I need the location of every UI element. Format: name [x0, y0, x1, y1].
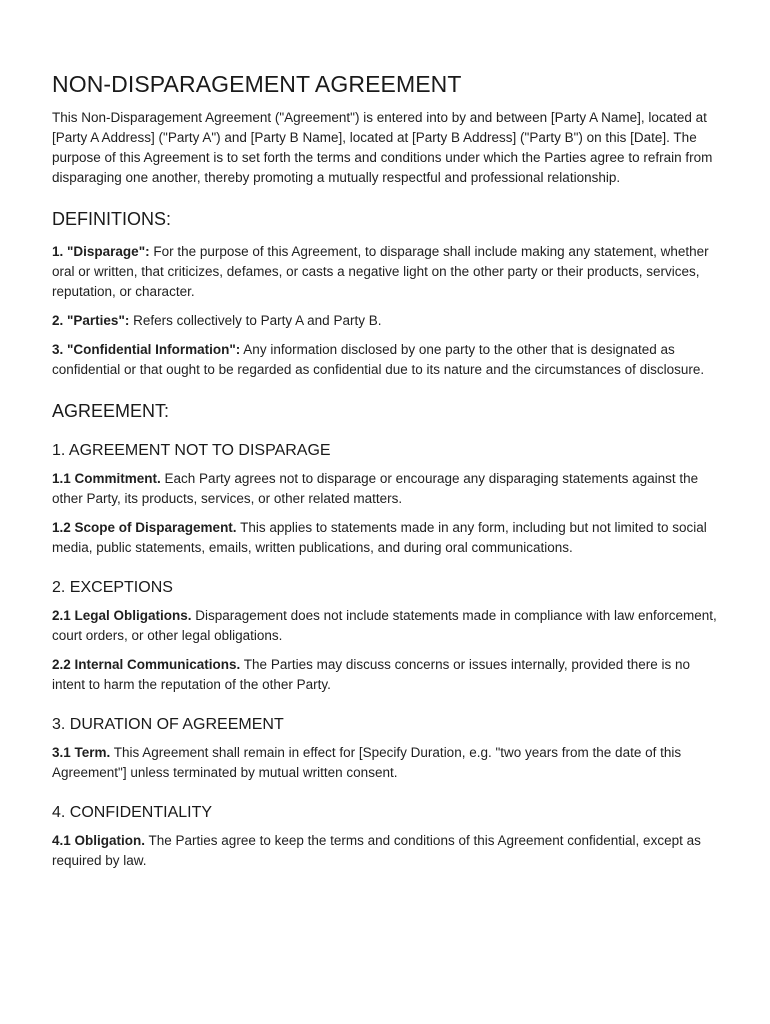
section-heading: 3. DURATION OF AGREEMENT [52, 716, 284, 733]
definition-item [52, 242, 718, 302]
clause-text: This Agreement shall remain in effect for [Specify Duration, e.g. "two years from the date of this Agreement"] unless terminated by mutual written consent. [52, 745, 682, 780]
agreement-heading: AGREEMENT: [52, 401, 170, 421]
clause-item [52, 655, 718, 695]
definitions-heading: DEFINITIONS: [52, 209, 172, 229]
clause-term: 1.1 Commitment. [52, 471, 161, 486]
definition-text: Any information disclosed by one party to the other that is designated as confidential or that ought to be regarded as confidential due to its nature and the circumstances of disclosure. [52, 342, 705, 377]
definition-term: 2. "Parties": [52, 313, 130, 328]
document-title: NON-DISPARAGEMENT AGREEMENT [52, 71, 462, 97]
definition-text: For the purpose of this Agreement, to disparage shall include making any statement, whether oral or written, that criticizes, defames, or casts a negative light on the other party or their products, services, reputation, or character. [52, 244, 709, 299]
intro-paragraph: This Non-Disparagement Agreement ("Agreement") is entered into by and between [Party A Name], located at [Party A Address] ("Party A") and [Party B Name], located at [Party B Address] ("Party B") on this [Date]. The purpose of this Agreement is to set forth the terms and conditions under which the Parties agree to refrain from disparaging one another, thereby promoting a mutually respectful and professional relationship. [52, 110, 713, 185]
clause-text: Each Party agrees not to disparage or encourage any disparaging statements against the other Party, its products, services, or other related matters. [52, 471, 699, 506]
section-heading: 1. AGREEMENT NOT TO DISPARAGE [52, 442, 331, 459]
clause-term: 4.1 Obligation. [52, 833, 146, 848]
clause-text: Disparagement does not include statements made in compliance with law enforcement, court orders, or other legal obligations. [52, 608, 717, 643]
section-heading: 2. EXCEPTIONS [52, 579, 173, 596]
section-heading: 4. CONFIDENTIALITY [52, 804, 213, 821]
definition-term: 3. "Confidential Information": [52, 342, 241, 357]
definition-item [52, 311, 718, 331]
clause-term: 3.1 Term. [52, 745, 111, 760]
clause-item [52, 469, 718, 509]
definition-item [52, 340, 718, 380]
clause-term: 2.1 Legal Obligations. [52, 608, 192, 623]
definition-term: 1. "Disparage": [52, 244, 150, 259]
definition-text: Refers collectively to Party A and Party B. [129, 313, 382, 328]
clause-text: The Parties may discuss concerns or issues internally, provided there is no intent to harm the reputation of the other Party. [52, 657, 691, 692]
clause-item [52, 831, 718, 871]
clause-text: This applies to statements made in any form, including but not limited to social media, public statements, emails, written publications, and during oral communications. [52, 520, 707, 555]
clause-term: 1.2 Scope of Disparagement. [52, 520, 237, 535]
clause-text: The Parties agree to keep the terms and conditions of this Agreement confidential, except as required by law. [52, 833, 701, 868]
clause-term: 2.2 Internal Communications. [52, 657, 241, 672]
clause-item [52, 518, 718, 558]
clause-item [52, 743, 718, 783]
clause-item [52, 606, 718, 646]
